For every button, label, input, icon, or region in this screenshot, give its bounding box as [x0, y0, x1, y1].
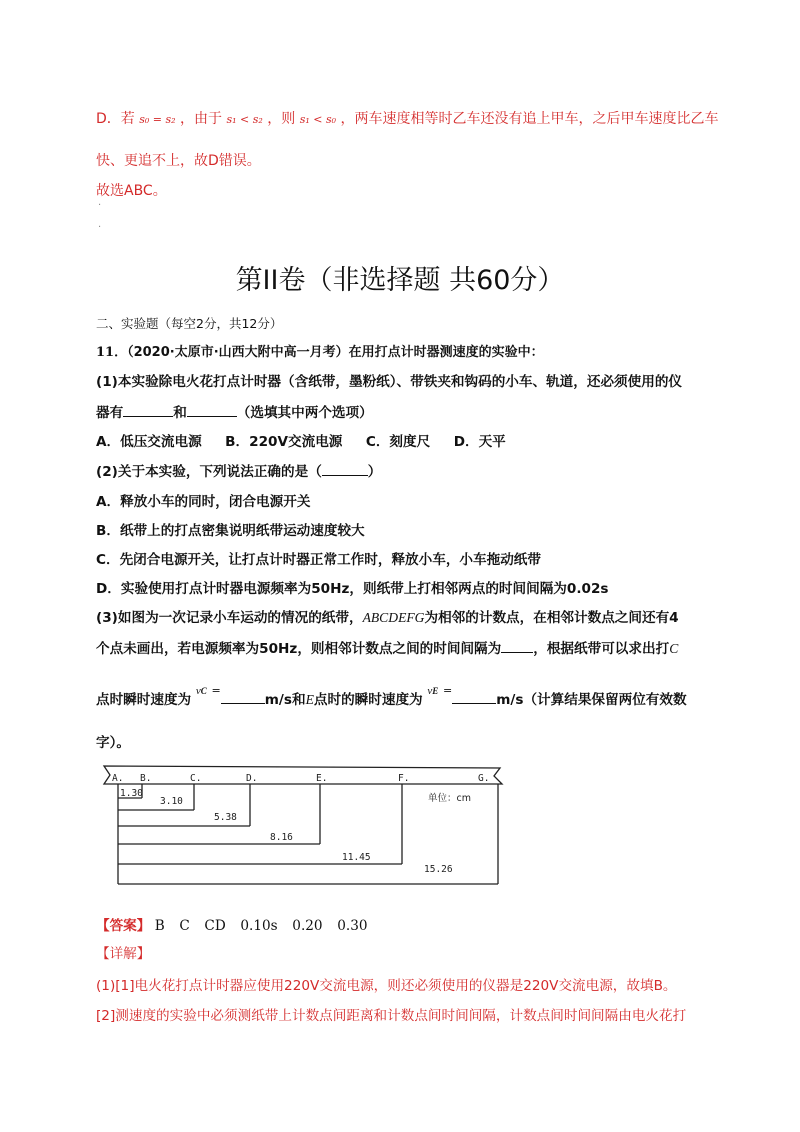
part2-stem: (2)关于本实验，下列说法正确的是（ ）	[96, 464, 382, 480]
distance-label-ad: 5.38	[214, 812, 237, 823]
distance-label-ac: 3.10	[160, 796, 183, 807]
tape-outline	[104, 766, 502, 784]
explanation-line-2: [2]测速度的实验中必须测纸带上计数点间距离和计数点间时间间隔，计数点间时间间隔由电火花打	[96, 1008, 687, 1024]
part3-line1: (3)如图为一次记录小车运动的情况的纸带，ABCDEFG为相邻的计数点，在相邻计数点之间还有4	[96, 610, 679, 626]
answer-blank-1[interactable]	[123, 403, 173, 417]
distance-label-ae: 8.16	[270, 832, 293, 843]
point-label-c: C.	[190, 773, 202, 784]
answer-blank-6[interactable]	[452, 690, 496, 704]
part3-line3: 点时瞬时速度为 vC =m/s和E点时的瞬时速度为 vE =m/s（计算结果保留两位有效数	[96, 684, 687, 708]
part3-line4: 字）。	[96, 735, 130, 751]
option-c: C．刻度尺	[365, 434, 431, 450]
point-label-g: G.	[478, 773, 490, 784]
point-label-d: D.	[246, 773, 258, 784]
part3-line2: 个点未画出，若电源频率为50Hz，则相邻计数点之间的时间间隔为 ，根据纸带可以求出打C	[96, 641, 679, 657]
part2-option-c: C．先闭合电源开关，让打点计时器正常工作时，释放小车，小车拖动纸带	[96, 552, 541, 568]
math-cond-2: s₁ < s₂	[226, 113, 263, 126]
math-cond-1: s₀ = s₂	[139, 113, 176, 126]
part1-line2: 器有 和 （选填其中两个选项）	[96, 405, 373, 421]
answer-label: 【答案】	[96, 918, 151, 934]
point-label-f: F.	[398, 773, 410, 784]
part1-line1: (1)本实验除电火花打点计时器（含纸带，墨粉纸）、带铁夹和钩码的小车、轨道，还必须使用的仪	[96, 374, 683, 390]
distance-label-af: 11.45	[342, 852, 371, 863]
option-a: A．低压交流电源	[96, 434, 202, 450]
distance-label-ab: 1.30	[120, 788, 143, 799]
point-label-e: E.	[316, 773, 328, 784]
paper-tape-figure	[98, 762, 508, 890]
paragraph-mark: ·	[98, 222, 102, 233]
paragraph-mark: ·	[98, 200, 102, 211]
prev-answer-choose: 故选ABC。	[96, 183, 167, 199]
answer-line: 【答案】 B C CD 0.10s 0.20 0.30	[96, 918, 368, 934]
part2-option-b: B．纸带上的打点密集说明纸带运动速度较大	[96, 523, 365, 539]
option-d: D．天平	[453, 434, 506, 450]
answer-blank-2[interactable]	[187, 403, 237, 417]
unit-label: 单位：cm	[428, 793, 471, 804]
distance-label-ag: 15.26	[424, 864, 453, 875]
answer-blank-3[interactable]	[322, 462, 368, 476]
point-label-b: B.	[140, 773, 152, 784]
ve-symbol: vE =	[427, 684, 453, 697]
answer-blank-5[interactable]	[221, 690, 265, 704]
explanation-label: 【详解】	[96, 946, 151, 962]
question-header: 11．（2020·太原市·山西大附中高一月考）在用打点计时器测速度的实验中：	[96, 345, 544, 360]
prev-answer-d-line: D．若 s₀ = s₂ ，由于 s₁ < s₂ ，则 s₁ < s₀ ，两车速度相等时乙车还没有追上甲车，之后甲车速度比乙车	[96, 111, 719, 127]
answer-blank-4[interactable]	[501, 639, 533, 653]
part2-option-d: D．实验使用打点计时器电源频率为50Hz，则纸带上打相邻两点的时间间隔为0.02s	[96, 581, 609, 597]
section-heading: 二、实验题（每空2分，共12分）	[96, 316, 283, 331]
option-b: B．220V交流电源	[225, 434, 343, 450]
point-label-a: A.	[112, 773, 124, 784]
math-cond-3: s₁ < s₀	[299, 113, 337, 126]
part1-options	[96, 430, 506, 450]
prev-answer-d-line-2: 快、更追不上，故D错误。	[96, 153, 261, 169]
part2-option-a: A．释放小车的同时，闭合电源开关	[96, 494, 311, 510]
section-title: 第II卷（非选择题 共60分）	[235, 265, 565, 296]
vc-symbol: vC =	[195, 684, 221, 697]
explanation-line-1: (1)[1]电火花打点计时器应使用220V交流电源，则还必须使用的仪器是220V交流电源，故填B。	[96, 978, 677, 994]
